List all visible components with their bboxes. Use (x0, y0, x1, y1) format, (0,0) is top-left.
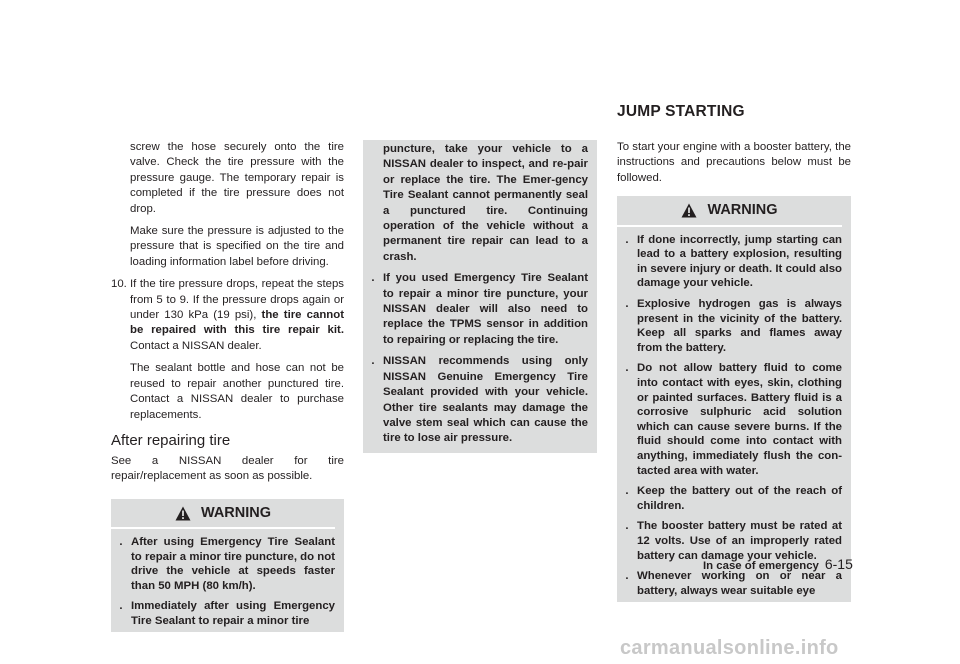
paragraph-sealant-bottle: The sealant bottle and hose can not be reused to repair another punctured tire. Contact a NISSAN dealer to purchase replacements. (130, 362, 344, 421)
watermark: carmanualsonline.info (620, 637, 839, 659)
page-number: 6-15 (824, 556, 853, 572)
warning-body (617, 227, 842, 603)
warning-bullet (111, 599, 335, 628)
warning-title: WARNING (200, 504, 272, 521)
paragraph-pressure-adjust: Make sure the pressure is adjusted to the pressure that is specified on the tire and loading information label before driving. (130, 225, 344, 268)
bullet-dot: . (625, 570, 629, 583)
warning-continued-text (363, 142, 588, 265)
warning-box-continued (363, 140, 597, 453)
warning-bullet (363, 354, 588, 446)
paragraph-tire-valve: screw the hose securely onto the tire valve. Check the tire pressure with the pressure gauge. The temporary repair is completed if the tire pressure does not drop. (130, 141, 344, 215)
bullet-text: Keep the battery out of the reach of children. (637, 485, 842, 512)
step-text-a: If the tire pressure drops, repeat the steps from 5 to 9. If the pressure drops again or under 130 kPa (19 psi), (130, 278, 344, 322)
warning-body (111, 529, 335, 632)
step-10 (111, 277, 344, 354)
bullet-dot: . (371, 355, 375, 368)
warning-triangle-icon (681, 203, 697, 218)
bullet-text: If you used Emergency Tire Sealant to repair a minor tire puncture, your NISSAN dealer will also need to replace the TPMS sensor in addition to repairing or replacing the tire. (383, 272, 588, 346)
bullet-dot: . (625, 485, 629, 498)
bullet-text: Explosive hydrogen gas is always present in the vicinity of the battery. Keep all sparks and flames away from the battery. (637, 298, 842, 354)
bullet-text: The booster battery must be rated at 12 volts. Use of an improperly rated battery can damage your vehicle. (637, 520, 842, 562)
bullet-dot: . (119, 600, 123, 613)
warning-bullet (617, 233, 842, 291)
column-left (111, 140, 344, 632)
bullet-text: Immediately after using Emergency Tire Sealant to repair a minor tire (131, 600, 335, 627)
bullet-dot: . (625, 520, 629, 533)
warning-bullet (363, 271, 588, 348)
warning-bullet (617, 569, 842, 598)
warning-box-right (617, 196, 851, 602)
bullet-text: After using Emergency Tire Sealant to repair a minor tire puncture, do not drive the vehicle at speeds faster than 50 MPH (80 km/h). (131, 536, 335, 592)
bullet-dot: . (625, 362, 629, 375)
footer-section: In case of emergency (703, 560, 819, 572)
paragraph-intro: To start your engine with a booster battery, the instructions and precautions below must be followed. (617, 141, 851, 184)
page-footer (703, 556, 853, 572)
step-text-bold: the tire cannot be repaired with this tire repair kit. (130, 309, 344, 337)
warning-title: WARNING (707, 202, 778, 219)
bullet-dot: . (625, 298, 629, 310)
step-number: 10. (111, 278, 127, 291)
warning-bullet (111, 535, 335, 593)
bullet-spacer (363, 142, 383, 265)
warning-bullet (617, 484, 842, 513)
warning-triangle-icon (175, 506, 191, 521)
step-text-c: Contact a NISSAN dealer. (130, 339, 262, 352)
bullet-text: Do not allow battery fluid to come into contact with eyes, skin, clothing or painted surfaces. Battery fluid is a corrosive sulphuric acid solution which can cause severe burns. If the fluid should come into contact with anything, immediately flush the con-tacted area with water. (637, 362, 842, 477)
bullet-text: NISSAN recommends using only NISSAN Genuine Emergency Tire Sealant provided with your vehicle. Other tire sealants may damage the valve stem seal which can cause the tire to lose air pressure. (383, 355, 588, 445)
bullet-dot: . (371, 272, 375, 285)
section-title-jump-starting: JUMP STARTING (617, 103, 745, 120)
continued-text: puncture, take your vehicle to a NISSAN dealer to inspect, and re-pair or replace the tire. The Emer-gency Tire Sealant cannot permanently seal a punctured tire. Continuing operation of the vehicle without a permanent tire repair can lead to a crash. (383, 143, 588, 263)
heading-after-repairing: After repairing tire (111, 431, 231, 449)
warning-box-left (111, 499, 344, 632)
bullet-text: If done incorrectly, jump starting can lead to a battery explosion, resulting in severe injury or death. It could also damage your vehicle. (637, 233, 842, 290)
bullet-dot: . (119, 536, 123, 549)
warning-header (111, 499, 335, 529)
warning-header (617, 196, 842, 226)
bullet-text: Whenever working on or near a battery, always wear suitable eye (637, 570, 842, 597)
column-right (617, 140, 851, 602)
column-middle (363, 140, 597, 453)
warning-bullet (617, 361, 842, 478)
warning-bullet (617, 297, 842, 355)
paragraph-see-dealer: See a NISSAN dealer for tire repair/replacement as soon as possible. (111, 454, 344, 483)
bullet-dot: . (625, 233, 629, 246)
step-text (130, 277, 344, 354)
